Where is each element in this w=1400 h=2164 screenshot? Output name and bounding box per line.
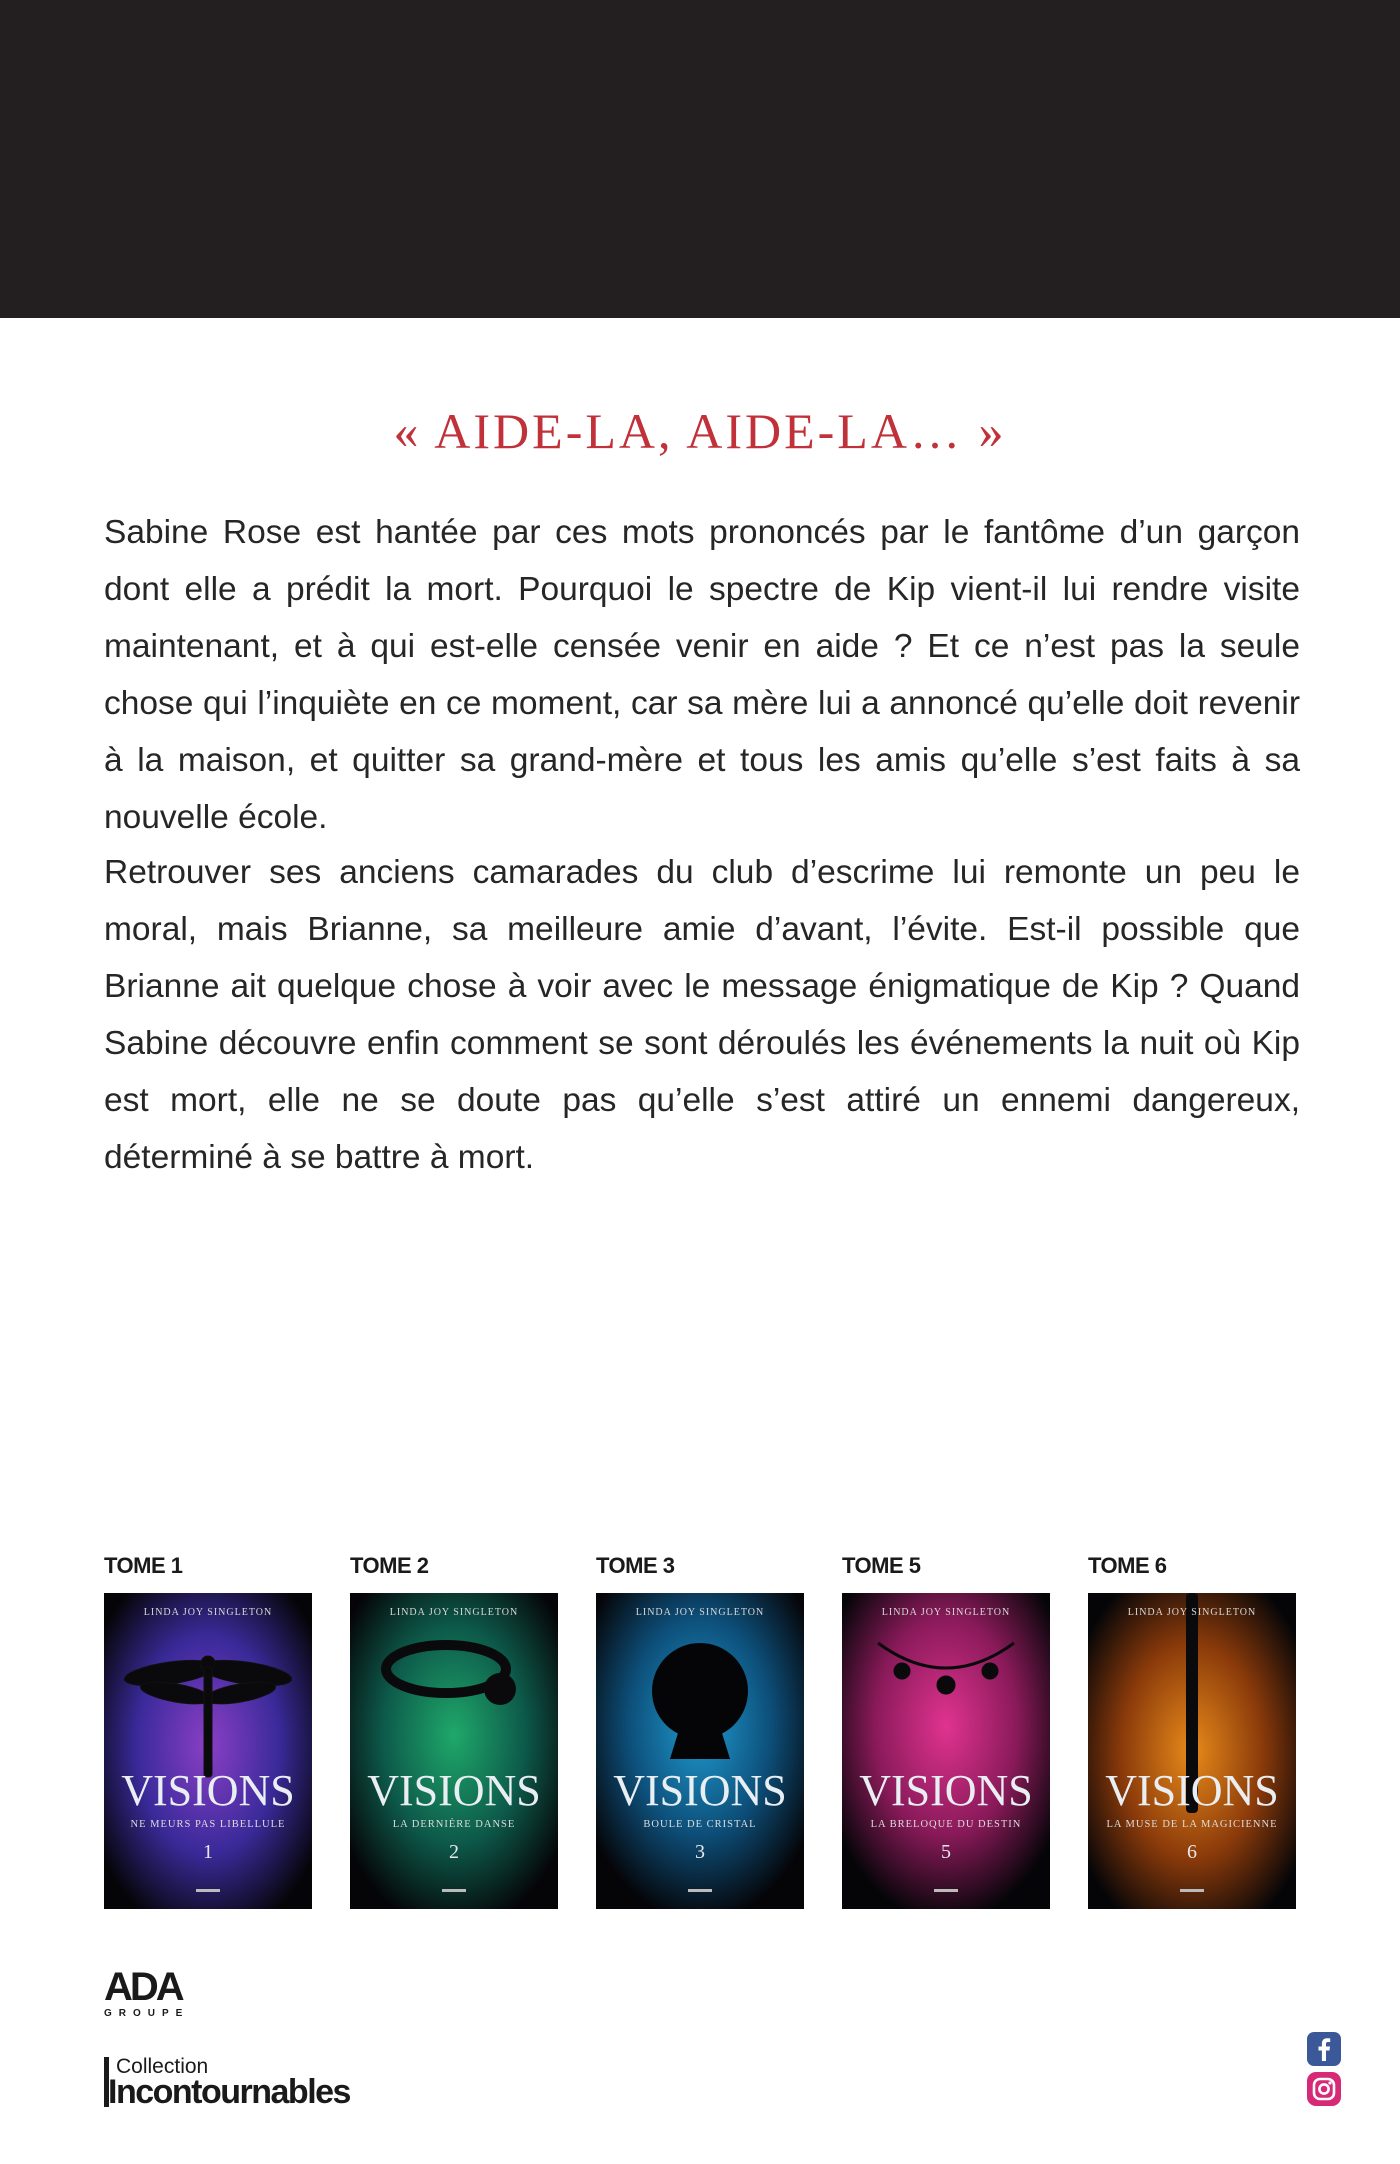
book-label: TOME 2 [350, 1553, 429, 1578]
top-dark-band [0, 0, 1400, 318]
cover-author: LINDA JOY SINGLETON [635, 1607, 765, 1618]
cover-subtitle: LA MUSE DE LA MAGICIENNE [1106, 1819, 1278, 1830]
cover-number: 6 [1187, 1841, 1197, 1863]
publisher-mark [1180, 1889, 1204, 1892]
cover-author: LINDA JOY SINGLETON [1127, 1607, 1257, 1618]
cover-number: 2 [449, 1841, 459, 1863]
book-cover[interactable] [350, 1593, 558, 1909]
cover-number: 1 [203, 1841, 213, 1863]
tagline: « AIDE-LA, AIDE-LA… » [393, 403, 1007, 459]
publisher-mark [688, 1889, 712, 1892]
book-label: TOME 5 [842, 1553, 921, 1578]
cover-author: LINDA JOY SINGLETON [143, 1607, 273, 1618]
social-icons [1306, 2031, 1342, 2111]
collection-word: Collection [116, 2055, 209, 2078]
ada-groupe-logo [104, 1966, 204, 2024]
book-label: TOME 6 [1088, 1553, 1167, 1578]
book-cover[interactable] [1088, 1593, 1296, 1909]
book-tome-1[interactable] [104, 1553, 312, 1909]
collection-incontournables-logo [104, 2053, 404, 2113]
book-label: TOME 1 [104, 1553, 183, 1578]
book-tome-5[interactable] [842, 1553, 1050, 1909]
book-cover[interactable] [842, 1593, 1050, 1909]
book-cover[interactable] [104, 1593, 312, 1909]
ada-logo-subtitle: GROUPE [104, 2008, 190, 2019]
cover-title: VISIONS [367, 1766, 541, 1815]
publisher-mark [442, 1889, 466, 1892]
cover-title: VISIONS [859, 1766, 1033, 1815]
cover-title: VISIONS [1105, 1766, 1279, 1815]
publisher-mark [196, 1889, 220, 1892]
book-label: TOME 3 [596, 1553, 675, 1578]
book-cover[interactable] [596, 1593, 804, 1909]
cover-subtitle: LA BRELOQUE DU DESTIN [870, 1819, 1022, 1830]
series-list [104, 1553, 1296, 1913]
cover-author: LINDA JOY SINGLETON [389, 1607, 519, 1618]
cover-title: VISIONS [121, 1766, 295, 1815]
cover-subtitle: BOULE DE CRISTAL [643, 1819, 757, 1830]
cover-author: LINDA JOY SINGLETON [881, 1607, 1011, 1618]
book-tome-6[interactable] [1088, 1553, 1296, 1909]
cover-number: 5 [941, 1841, 951, 1863]
instagram-icon[interactable] [1306, 2071, 1342, 2107]
publisher-mark [934, 1889, 958, 1892]
cover-title: VISIONS [613, 1766, 787, 1815]
collection-name: Incontournables [108, 2073, 350, 2111]
facebook-icon[interactable] [1306, 2031, 1342, 2067]
book-tome-2[interactable] [350, 1553, 558, 1909]
ada-logo-letters: ADA [104, 1965, 182, 2009]
cover-subtitle: LA DERNIÈRE DANSE [392, 1819, 516, 1830]
blurb-paragraph-2: Retrouver ses anciens camarades du club d’escrime lui remonte un peu le moral, mais Brianne, sa meilleure amie d’avant, l’évite. Est-il possible que Brianne ait quelque chose à voir avec le message énigmatique de Kip ? Quand Sabine découvre enfin comment se sont déroulés les événements la nuit où Kip est mort, elle ne se doute pas qu’elle s’est attiré un ennemi dangereux, déterminé à se battre à mort. [104, 854, 1300, 1176]
book-tome-3[interactable] [596, 1553, 804, 1909]
cover-subtitle: NE MEURS PAS LIBELLULE [130, 1819, 286, 1830]
blurb-paragraph-1: Sabine Rose est hantée par ces mots prononcés par le fantôme d’un garçon dont elle a prédit la mort. Pourquoi le spectre de Kip vient-il lui rendre visite maintenant, et à qui est-elle censée venir en aide ? Et ce n’est pas la seule chose qui l’inquiète en ce moment, car sa mère lui a annoncé qu’elle doit revenir à la maison, et quitter sa grand-mère et tous les amis qu’elle s’est faits à sa nouvelle école. [104, 514, 1300, 836]
cover-number: 3 [695, 1841, 705, 1863]
